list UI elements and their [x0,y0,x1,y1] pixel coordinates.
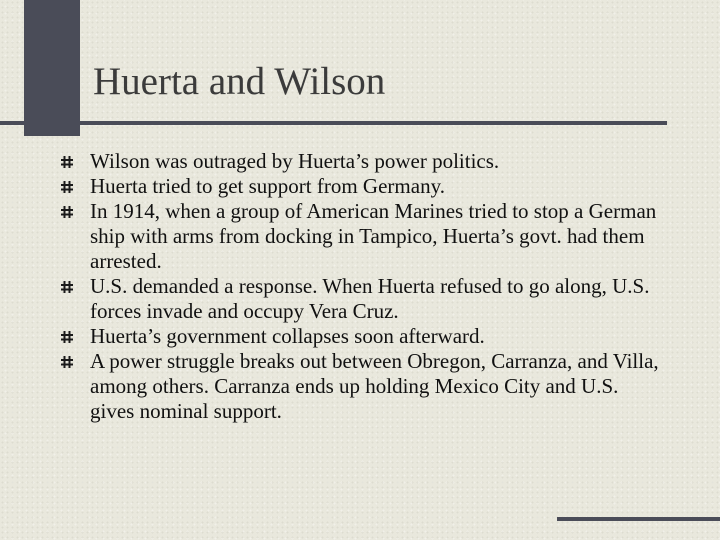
accent-side-bar [24,0,80,136]
bullet-item [60,349,660,424]
hash-bullet-icon [60,205,74,219]
title-underline-rule [0,121,667,125]
bullet-text: Huerta’s government collapses soon afterward. [90,324,485,348]
hash-bullet-icon [60,355,74,369]
hash-bullet-icon [60,155,74,169]
bullet-text: In 1914, when a group of American Marines tried to stop a German ship with arms from docking in Tampico, Huerta’s govt. had them arrested. [90,199,657,273]
hash-bullet-icon [60,280,74,294]
hash-bullet-icon [60,330,74,344]
bullet-item [60,324,660,349]
bullet-text: U.S. demanded a response. When Huerta refused to go along, U.S. forces invade and occupy Vera Cruz. [90,274,650,323]
bullet-list [60,149,660,424]
bottom-accent-rule [557,517,720,521]
bullet-item [60,199,660,274]
slide-title: Huerta and Wilson [93,60,386,103]
bullet-item [60,274,660,324]
bullet-text: Wilson was outraged by Huerta’s power politics. [90,149,500,173]
bullet-text: Huerta tried to get support from Germany. [90,174,445,198]
bullet-item [60,174,660,199]
bullet-text: A power struggle breaks out between Obregon, Carranza, and Villa, among others. Carranza ends up holding Mexico City and U.S. gives nominal support. [90,349,659,423]
bullet-item [60,149,660,174]
hash-bullet-icon [60,180,74,194]
